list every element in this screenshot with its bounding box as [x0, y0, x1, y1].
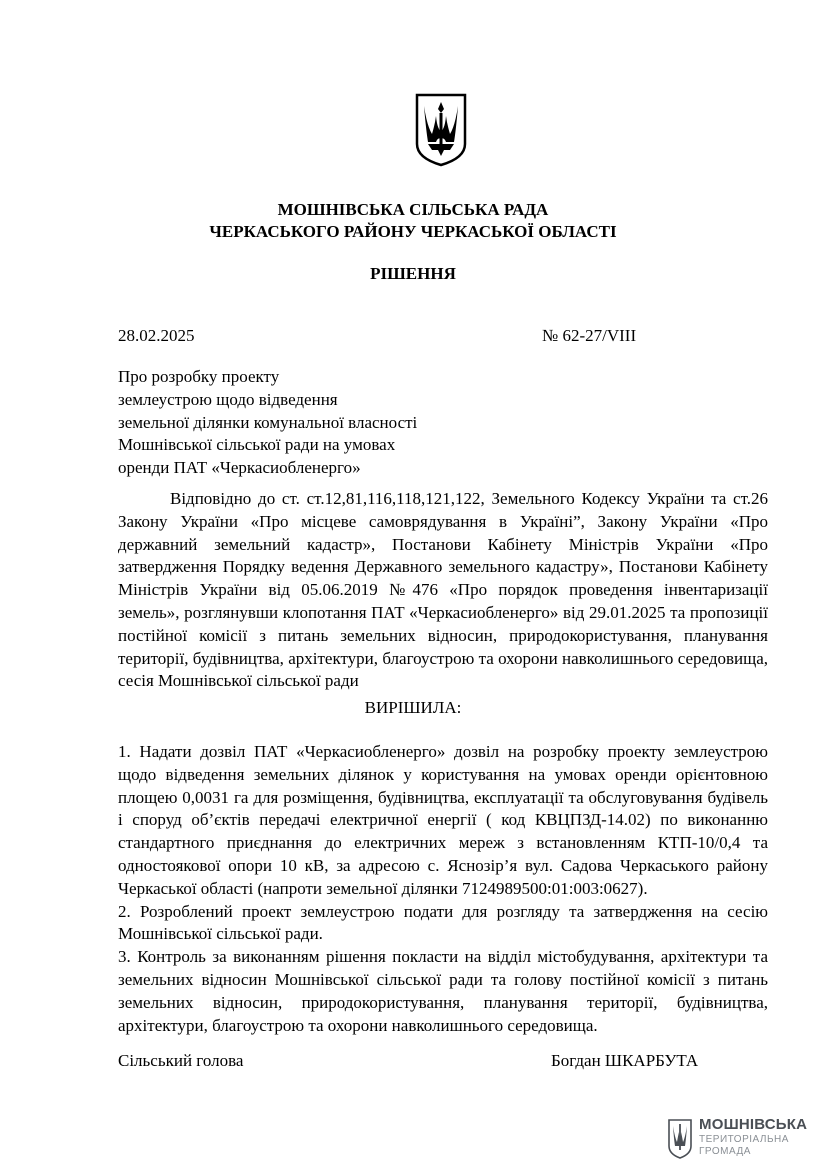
council-name: МОШНІВСЬКА СІЛЬСЬКА РАДА [277, 200, 549, 219]
decided-heading: ВИРІШИЛА: [364, 698, 462, 717]
preamble-text: Відповідно до ст. ст.12,81,116,118,121,122, Земельного Кодексу України та ст.26 Закону України «Про місцеве самоврядування в Україні”, Закону України «Про державний земельний кадастр», Постанови Кабінету Міністрів України «Про затвердження Порядку ведення Державного земельного кадастру», Постанови Кабінету Міністрів України від 05.06.2019 №476 «Про порядок проведення інвентаризації земель», розглянувши клопотання ПАТ «Черкасиобленерго» від 29.01.2025 та пропозиції постійної комісії з питань земельних відносин, природокористування, планування території, будівництва, архітектури, благоустрою та охорони навколишнього середовища, сесія Мошнівської сільської ради [118, 489, 768, 691]
decision-items [118, 741, 768, 1037]
decision-subject [118, 366, 417, 480]
trident-coat-of-arms-icon [414, 92, 468, 168]
subject-line: оренди ПАТ «Черкасиобленерго» [118, 458, 361, 478]
subject-line: землеустрою щодо відведення [118, 389, 338, 409]
decision-item-3: 3. Контроль за виконанням рішення покласти на відділ містобудування, архітектури та земельних відносин Мошнівської сільської ради та голову постійної комісії з питань земельних відносин, природокористування, планування території, будівництва, архітектури, благоустрою та охорони навколишнього середовища. [118, 947, 768, 1035]
signatory-position: Сільський голова [118, 1051, 244, 1070]
subject-line: Мошнівської сільської ради на умовах [118, 435, 396, 455]
logo-line-2: ГРОМАДА [699, 1146, 751, 1157]
signatory-name: Богдан ШКАРБУТА [551, 1051, 699, 1070]
district-name: ЧЕРКАСЬКОГО РАЙОНУ ЧЕРКАСЬКОЇ ОБЛАСТІ [209, 222, 617, 241]
trident-logo-icon [667, 1118, 693, 1160]
decision-number: № 62-27/VIII [542, 326, 637, 345]
document-type: РІШЕННЯ [370, 264, 456, 283]
decision-item-2: 2. Розроблений проект землеустрою подати для розгляду та затвердження на сесію Мошнівської сільської ради. [118, 901, 768, 944]
subject-line: Про розробку проекту [118, 367, 280, 386]
subject-line: земельної ділянки комунальної власності [118, 412, 418, 432]
preamble-paragraph [118, 488, 768, 693]
logo-title: МОШНІВСЬКА [699, 1116, 808, 1133]
decision-item-1: 1. Надати дозвіл ПАТ «Черкасиобленерго» дозвіл на розробку проекту землеустрою щодо відведення земельних ділянок у користування на умовах оренди орієнтовною площею 0,0031 га для розміщення, будівництва, експлуатації та обслуговування будівель і споруд об’єктів передачі електричної енергії ( код КВЦПЗД-14.02) по виконанню стандартного приєднання до електричних мереж з встановленням КТП-10/0,4 та одностоякової опори 10 кВ, за адресою с. Яснозір’я вул. Садова Черкаського району Черкаської області (напроти земельної ділянки 7124989500:01:003:0627). [118, 742, 768, 898]
logo-line-1: ТЕРИТОРІАЛЬНА [699, 1134, 789, 1145]
decision-date: 28.02.2025 [118, 326, 195, 345]
community-logo [667, 1116, 807, 1162]
